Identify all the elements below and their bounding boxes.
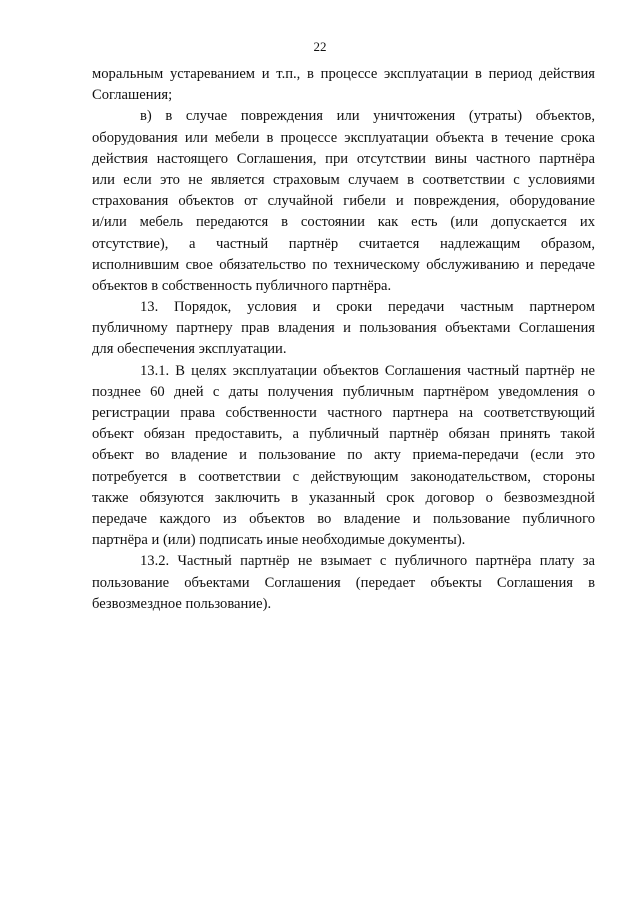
text-line: Соглашения; (92, 87, 173, 104)
text-line: 13. Порядок, условия и сроки передачи частным партнером (140, 299, 595, 316)
text-line: оборудования или мебели в процессе эксплуатации объекта в течение срока (92, 129, 595, 146)
text-line: исполнившим свое обязательство по техническому обслуживанию и передаче (92, 256, 595, 273)
text-line: страхования объектов от случайной гибели и повреждения, оборудование (92, 193, 595, 210)
text-line: 13.2. Частный партнёр не взымает с публичного партнёра плату за (140, 553, 595, 570)
text-line: действия настоящего Соглашения, при отсутствии вины частного партнёра (92, 150, 595, 167)
text-line: и/или мебель передаются в состоянии как есть (или допускается их (92, 214, 595, 231)
text-line: партнёра и (или) подписать иные необходимые документы). (92, 532, 466, 549)
text-line: объект обязан предоставить, а публичный партнёр обязан принять такой (92, 426, 595, 443)
text-line: безвозмездное пользование). (92, 595, 272, 612)
text-line: передаче каждого из объектов во владение и пользование публичного (92, 510, 595, 527)
text-line: объект во владение и пользование по акту приема-передачи (если это (92, 447, 595, 464)
text-line: 13.1. В целях эксплуатации объектов Соглашения частный партнёр не (140, 362, 595, 379)
text-line: регистрации права собственности частного партнера на соответствующий (92, 405, 595, 421)
text-line: публичному партнеру прав владения и пользования объектами Соглашения (92, 320, 595, 337)
text-line: отсутствие), а частный партнёр считается надлежащим образом, (92, 235, 595, 252)
text-line: позднее 60 дней с даты получения публичным партнёром уведомления о (92, 383, 595, 400)
text-line: потребуется в соответствии с действующим законодательством, стороны (92, 468, 595, 485)
page-number: 22 (313, 39, 327, 54)
text-line: также обязуются заключить в указанный срок договор о безвозмездной (92, 489, 595, 506)
text-line: в) в случае повреждения или уничтожения (утраты) объектов, (140, 108, 595, 125)
text-line: для обеспечения эксплуатации. (92, 341, 287, 358)
text-line: или если это не является страховым случаем в соответствии с условиями (92, 171, 595, 188)
text-line: пользование объектами Соглашения (передает объекты Соглашения в (92, 574, 595, 591)
text-line: моральным устареванием и т.п., в процессе эксплуатации в период действия (92, 66, 595, 82)
document-body (92, 64, 595, 615)
text-line: объектов в собственность публичного партнёра. (92, 277, 392, 294)
